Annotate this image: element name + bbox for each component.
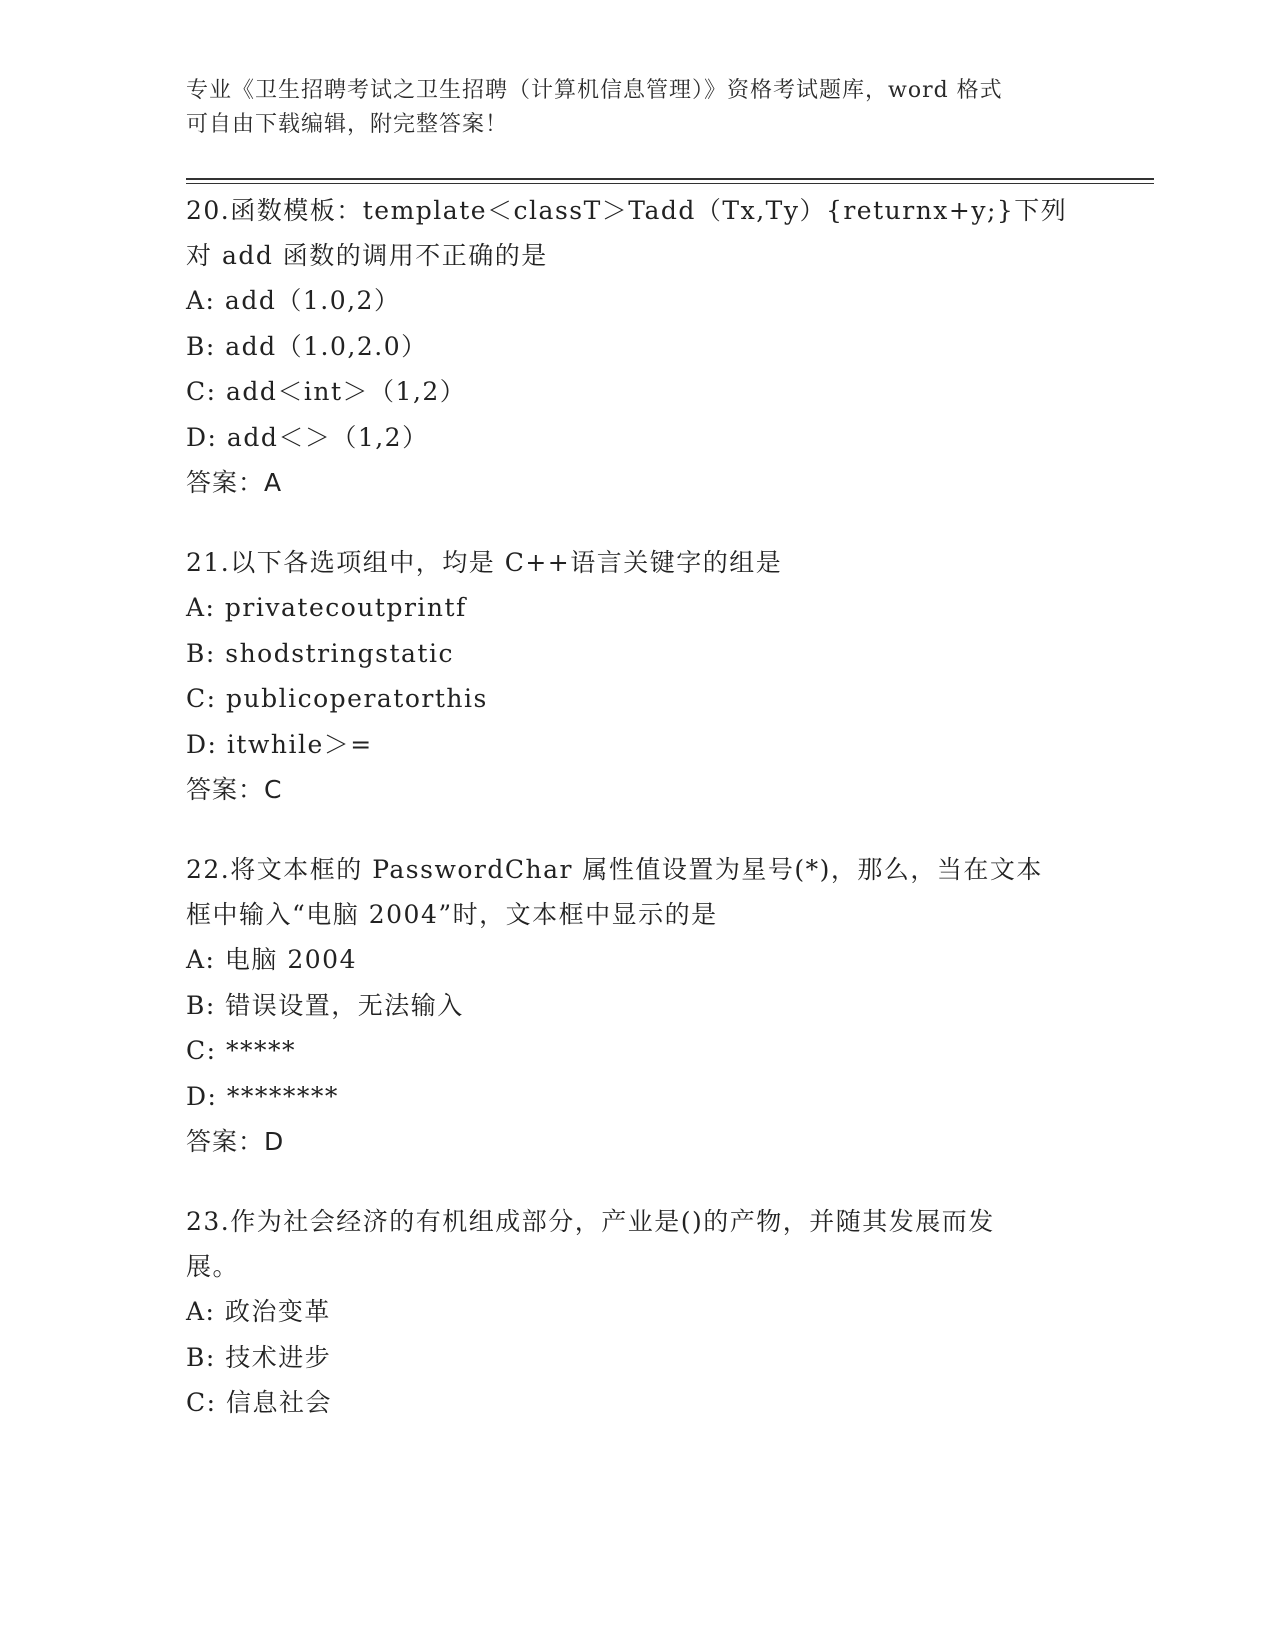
question-stem-line: 框中输入“电脑 2004”时，文本框中显示的是 — [186, 900, 718, 929]
question-stem-line: 对 add 函数的调用不正确的是 — [186, 241, 548, 270]
answer-option: D: ******** — [186, 1081, 339, 1111]
answer-option: C: ***** — [186, 1036, 296, 1065]
question-block — [186, 188, 1086, 505]
header-line-1: 专业《卫生招聘考试之卫生招聘（计算机信息管理）》资格考试题库，word 格式 — [186, 78, 1003, 103]
question-stem-line: 21.以下各选项组中，均是 C++语言关键字的组是 — [186, 548, 783, 577]
answer-option: C: 信息社会 — [186, 1388, 332, 1417]
question-stem-line: 20.函数模板：template＜classT＞Tadd（Tx,Ty）{returnx+y;}下列 — [186, 196, 1068, 225]
answer-key: 答案：A — [186, 468, 283, 497]
answer-option: A: 电脑 2004 — [186, 945, 357, 974]
document-header — [186, 74, 1066, 142]
answer-option: D: itwhile＞= — [186, 729, 373, 759]
question-stem-line: 23.作为社会经济的有机组成部分，产业是()的产物，并随其发展而发 — [186, 1207, 995, 1236]
header-divider-thick — [186, 178, 1154, 180]
question-block — [186, 1199, 1086, 1426]
question-stem-line: 22.将文本框的 PasswordChar 属性值设置为星号(*)，那么，当在文本 — [186, 855, 1043, 884]
answer-option: B: 错误设置，无法输入 — [186, 990, 464, 1020]
answer-option: A: 政治变革 — [186, 1297, 331, 1326]
answer-option: D: add＜＞（1,2） — [186, 422, 429, 452]
question-block — [186, 847, 1086, 1164]
answer-option: C: publicoperatorthis — [186, 684, 488, 713]
header-line-2: 可自由下载编辑，附完整答案！ — [186, 112, 509, 137]
answer-option: C: add＜int＞（1,2） — [186, 377, 467, 406]
question-list — [186, 188, 1086, 1461]
answer-key: 答案：D — [186, 1127, 285, 1156]
question-stem-line: 展。 — [186, 1252, 240, 1281]
answer-option: A: privatecoutprintf — [186, 593, 467, 622]
answer-option: B: 技术进步 — [186, 1342, 332, 1372]
header-divider-thin — [186, 183, 1154, 184]
answer-key: 答案：C — [186, 775, 283, 804]
question-block — [186, 540, 1086, 812]
answer-option: B: shodstringstatic — [186, 638, 454, 668]
answer-option: B: add（1.0,2.0） — [186, 331, 428, 361]
answer-option: A: add（1.0,2） — [186, 286, 401, 315]
